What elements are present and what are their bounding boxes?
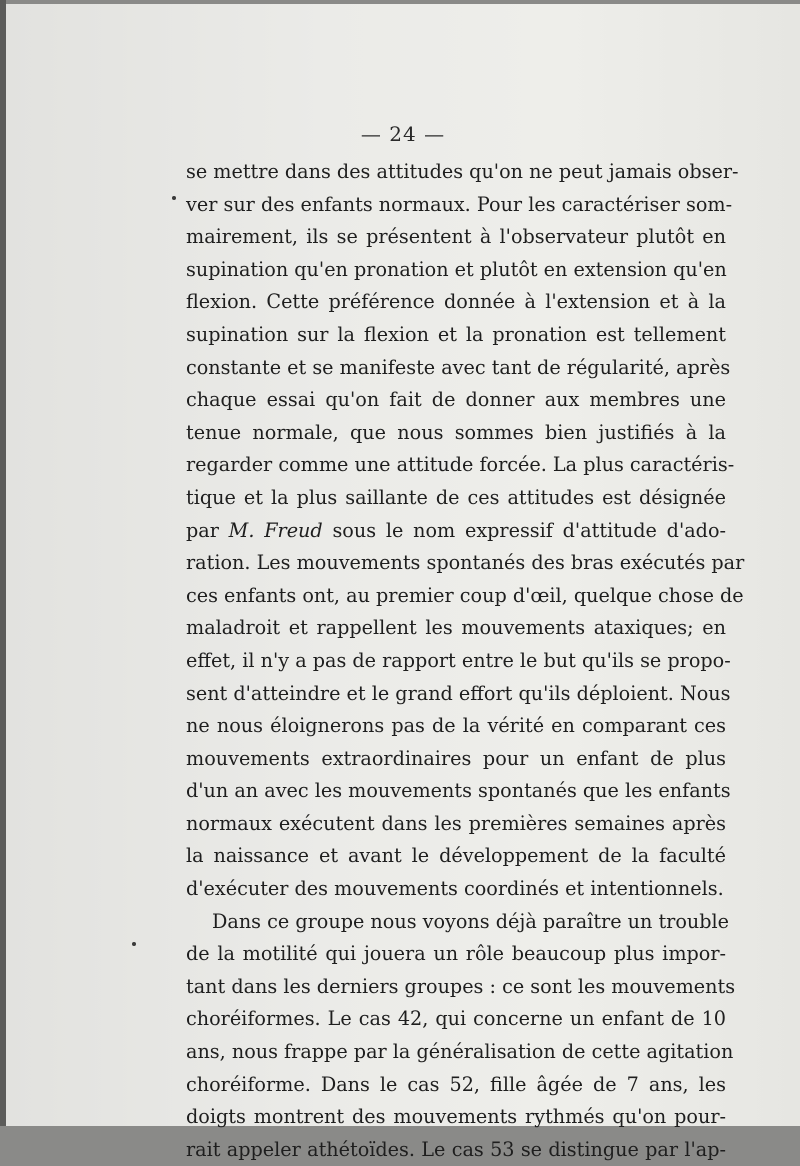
body-text — [186, 156, 745, 1166]
text-line: la naissance et avant le développement de la faculté — [186, 844, 726, 868]
author-name: M. — [228, 518, 255, 542]
text-line: rait appeler athétoïdes. Le cas 53 se distingue par l'ap- — [186, 1137, 726, 1161]
author-name: Freud — [264, 518, 323, 542]
book-page — [6, 4, 800, 1161]
text-line: se mettre dans des attitudes qu'on ne peut jamais obser- — [186, 160, 739, 183]
margin-dot — [132, 942, 136, 946]
text-line: de la motilité qui jouera un rôle beaucoup plus impor- — [186, 942, 726, 966]
text-line: Dans ce groupe nous voyons déjà paraître un trouble — [212, 909, 730, 933]
text-line: tenue normale, que nous sommes bien justifiés à la — [186, 420, 726, 444]
text-line: choréiformes. Le cas 42, qui concerne un enfant de 10 — [186, 1007, 726, 1031]
text-line: d'un an avec les mouvements spontanés que les enfants — [186, 779, 731, 803]
text-line: doigts montrent des mouvements rythmés qu'on pour- — [186, 1105, 726, 1129]
text-line: choréiforme. Dans le cas 52, fille âgée de 7 ans, les — [186, 1072, 726, 1096]
text-line: tique et la plus saillante de ces attitudes est désignée — [186, 485, 726, 509]
text-line: d'exécuter des mouvements coordinés et intentionnels. — [186, 877, 724, 901]
text-line: chaque essai qu'on fait de donner aux membres une — [186, 388, 726, 412]
text-line: maladroit et rappellent les mouvements ataxiques; en — [186, 616, 726, 640]
text-line: supination sur la flexion et la pronation est tellement — [186, 322, 726, 346]
text-line: ans, nous frappe par la généralisation de cette agitation — [186, 1040, 734, 1064]
text-line: flexion. Cette préférence donnée à l'extension et à la — [186, 290, 726, 314]
margin-dot — [172, 196, 176, 200]
text-line: ces enfants ont, au premier coup d'œil, quelque chose de — [186, 583, 744, 607]
text-line: ver sur des enfants normaux. Pour les caractériser som- — [186, 192, 733, 216]
text-line: normaux exécutent dans les premières semaines après — [186, 811, 726, 835]
text-line: regarder comme une attitude forcée. La plus caractéris- — [186, 453, 735, 477]
page-number: — 24 — — [360, 122, 446, 146]
text-line: constante et se manifeste avec tant de régularité, après — [186, 355, 731, 379]
text-line: sent d'atteindre et le grand effort qu'ils déploient. Nous — [186, 681, 731, 705]
text-line: mairement, ils se présentent à l'observateur plutôt en — [186, 225, 726, 249]
text-line: mouvements extraordinaires pour un enfant de plus — [186, 746, 726, 770]
text-line: ration. Les mouvements spontanés des bras exécutés par — [186, 551, 745, 575]
text-line-with-author: par M. Freud sous le nom expressif d'attitude d'ado- — [186, 518, 726, 542]
text-line: tant dans les derniers groupes : ce sont les mouvements — [186, 974, 736, 998]
text-line: effet, il n'y a pas de rapport entre le but qu'ils se propo- — [186, 648, 731, 672]
text-line: supination qu'en pronation et plutôt en extension qu'en — [186, 257, 727, 281]
text-line: ne nous éloignerons pas de la vérité en comparant ces — [186, 714, 726, 738]
